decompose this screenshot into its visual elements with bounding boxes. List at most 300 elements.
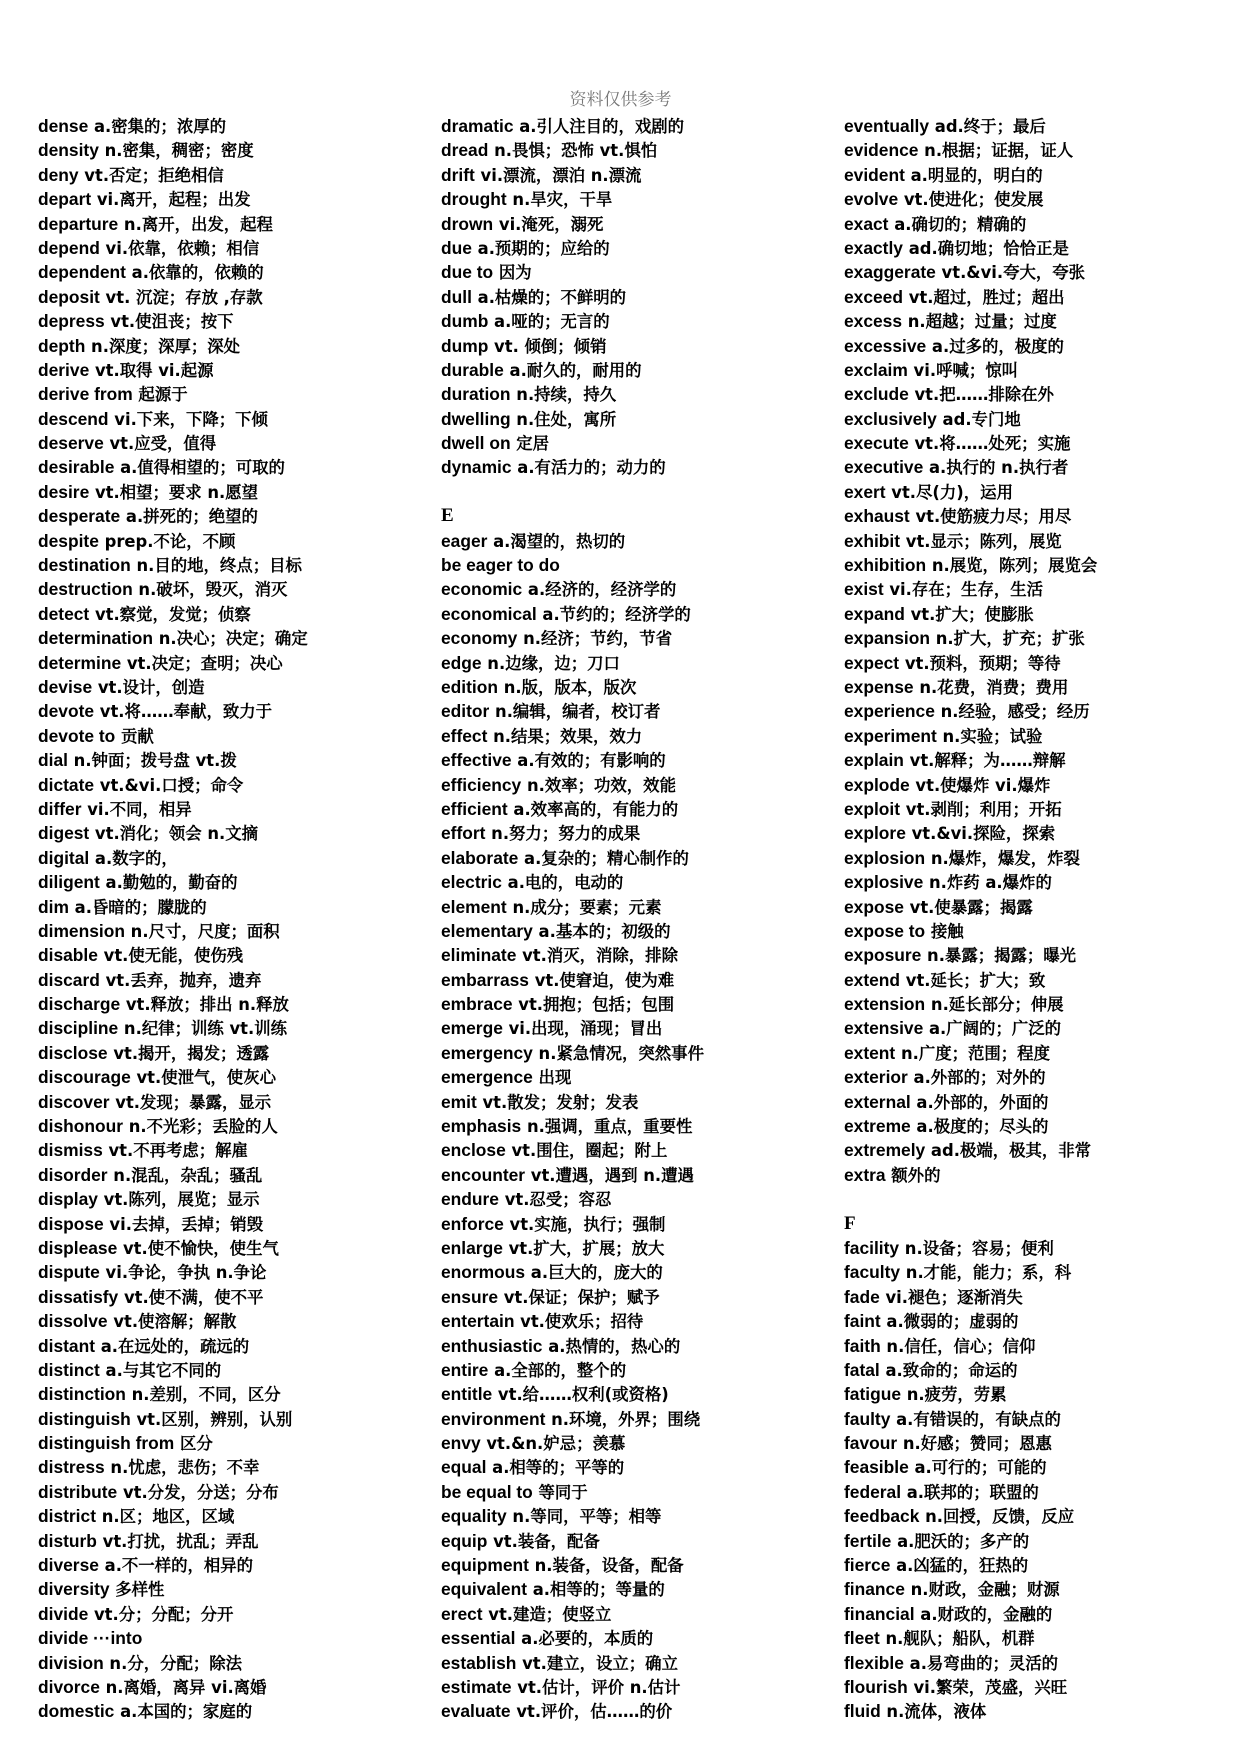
entry-definition: a.相等的；平等的	[486, 1458, 625, 1478]
entry-word: explosion	[844, 847, 926, 868]
entry-word: fatal	[844, 1359, 880, 1380]
vocab-entry	[441, 577, 821, 601]
entry-word: distress	[38, 1457, 105, 1478]
vocab-entry	[844, 1431, 1224, 1455]
entry-definition: n.效率；功效，效能	[521, 775, 676, 795]
vocab-entry	[441, 529, 821, 553]
vocab-entry	[844, 675, 1224, 699]
entry-word: drought	[441, 189, 507, 210]
entry-word: discover	[38, 1091, 110, 1112]
entry-definition: ad.极端，极其，非常	[925, 1141, 1092, 1161]
entry-word: expect	[844, 652, 900, 673]
entry-word: desperate	[38, 506, 121, 527]
entry-word: endure	[441, 1189, 499, 1210]
entry-word: exclaim	[844, 359, 908, 380]
entry-word: extension	[844, 994, 926, 1015]
vocab-entry	[441, 1041, 821, 1065]
entry-definition: 多样性	[109, 1580, 165, 1600]
entry-definition: a.外部的；对外的	[907, 1068, 1046, 1088]
vocab-entry	[38, 114, 418, 138]
vocab-entry	[844, 138, 1224, 162]
vocab-entry	[844, 1651, 1224, 1675]
entry-definition: vt.扩大；使膨胀	[904, 604, 1034, 624]
entry-definition: a.电的，电动的	[501, 873, 624, 893]
vocab-entry	[844, 1285, 1224, 1309]
entry-word: entitle	[441, 1384, 493, 1405]
entry-definition: vt.解释；为……辩解	[903, 751, 1066, 771]
vocab-entry	[844, 163, 1224, 187]
entry-definition: a.引人注目的，戏剧的	[513, 117, 685, 136]
entry-definition: a.效率高的，有能力的	[507, 799, 679, 819]
vocab-entry	[844, 1577, 1224, 1601]
entry-definition: a.全部的，整个的	[488, 1360, 627, 1380]
entry-definition: n.旱灾，干旱	[506, 190, 613, 210]
vocab-entry	[38, 1041, 418, 1065]
vocab-entry	[38, 1602, 418, 1626]
vocab-entry	[441, 260, 821, 284]
vocab-entry	[844, 1090, 1224, 1114]
entry-word: dispute	[38, 1262, 100, 1283]
entry-word: emerge	[441, 1018, 503, 1039]
entry-word: fatigue	[844, 1384, 902, 1405]
vocab-entry	[844, 382, 1224, 406]
entry-word: exist	[844, 579, 884, 600]
entry-definition: vt.消化；领会 n.文摘	[89, 824, 259, 844]
entry-word: expose to	[844, 920, 926, 941]
vocab-entry	[38, 919, 418, 943]
entry-word: expand	[844, 603, 905, 624]
vocab-entry	[441, 1553, 821, 1577]
vocab-entry	[844, 529, 1224, 553]
entry-definition: a.依靠的，依赖的	[125, 263, 264, 283]
vocab-entry	[441, 1529, 821, 1553]
entry-word: discipline	[38, 1018, 119, 1039]
entry-word: erect	[441, 1603, 483, 1624]
entry-definition: vt.区别，辨别，认别	[130, 1409, 293, 1429]
entry-word: financial	[844, 1603, 915, 1624]
vocab-entry	[38, 1431, 418, 1455]
entry-word: faulty	[844, 1408, 891, 1429]
entry-definition: vt.使爆炸 vi.爆炸	[909, 775, 1051, 795]
vocab-entry	[844, 1504, 1224, 1528]
entry-word: electric	[441, 872, 502, 893]
entry-definition: n.深度；深厚；深处	[85, 336, 241, 356]
entry-definition: n.密集，稠密；密度	[98, 141, 254, 161]
entry-word: devote to	[38, 725, 116, 746]
entry-definition: a.昏暗的；朦胧的	[68, 897, 207, 917]
entry-word: distant	[38, 1335, 96, 1356]
entry-definition: vt.保证；保护；赋予	[498, 1287, 660, 1307]
entry-definition: vt.否定；拒绝相信	[78, 165, 224, 185]
entry-definition: vt.使欢乐；招待	[514, 1312, 644, 1332]
vocab-entry	[38, 1114, 418, 1138]
entry-word: exactly	[844, 237, 903, 258]
entry-word: dense	[38, 116, 89, 136]
entry-word: emergency	[441, 1042, 533, 1063]
vocab-entry	[441, 895, 821, 919]
vocab-entry	[441, 1407, 821, 1431]
entry-word: federal	[844, 1481, 902, 1502]
vocab-entry	[844, 1407, 1224, 1431]
entry-word: exclusively	[844, 408, 937, 429]
entry-word: distinguish	[38, 1408, 131, 1429]
entry-word: domestic	[38, 1701, 115, 1722]
entry-word: dependent	[38, 262, 126, 283]
vocab-entry	[38, 1358, 418, 1382]
vocab-entry	[38, 285, 418, 309]
entry-definition: a.极度的；尽头的	[910, 1117, 1049, 1137]
entry-definition: 出现	[532, 1068, 572, 1088]
vocab-entry	[38, 480, 418, 504]
entry-word: exact	[844, 213, 889, 234]
vocab-entry	[441, 1431, 821, 1455]
entry-word: ensure	[441, 1286, 499, 1307]
vocab-entry	[38, 724, 418, 748]
entry-definition: vt.建造；使竖立	[482, 1604, 612, 1624]
entry-definition: 等同于	[532, 1482, 588, 1502]
entry-definition: prep.不论，不顾	[98, 531, 236, 551]
entry-word: evolve	[844, 189, 899, 210]
entry-word: determination	[38, 628, 153, 649]
entry-definition: vi.繁荣，茂盛，兴旺	[907, 1678, 1068, 1697]
entry-definition: vi.不同，相异	[81, 799, 192, 819]
entry-definition: vt.设计，创造	[92, 677, 205, 697]
entry-definition: a.肥沃的；多产的	[891, 1531, 1030, 1551]
vocab-entry	[38, 626, 418, 650]
vocab-entry	[38, 821, 418, 845]
vocab-entry	[844, 236, 1224, 260]
entry-word: finance	[844, 1579, 905, 1600]
vocab-entry	[38, 1285, 418, 1309]
entry-word: digest	[38, 823, 90, 844]
entry-definition: n.超越；过量；过度	[902, 312, 1057, 332]
entry-word: extent	[844, 1042, 896, 1063]
entry-word: explain	[844, 750, 904, 771]
entry-definition: vt.装备，配备	[487, 1531, 600, 1551]
vocab-entry	[844, 1236, 1224, 1260]
entry-word: deserve	[38, 433, 104, 454]
entry-word: extend	[844, 969, 901, 990]
entry-definition: vt.分；分配；分开	[88, 1604, 234, 1624]
entry-definition: vt.使无能，使伤残	[97, 946, 244, 966]
entry-definition: a.巨大的，庞大的	[525, 1263, 663, 1283]
vocab-entry	[441, 626, 821, 650]
vocab-entry	[38, 748, 418, 772]
entry-word: equipment	[441, 1555, 529, 1576]
entry-definition: a.基本的；初级的	[532, 921, 671, 941]
vocab-entry	[844, 773, 1224, 797]
entry-definition: a.必要的，本质的	[515, 1629, 654, 1649]
entry-definition: n.紧急情况，突然事件	[532, 1043, 704, 1063]
entry-definition: vt.使进化；使发展	[898, 190, 1044, 210]
vocab-entry	[441, 553, 821, 577]
vocab-entry	[441, 773, 821, 797]
entry-definition: vt.&vi.口授；命令	[94, 775, 244, 795]
entry-word: effort	[441, 823, 486, 844]
entry-definition: a.财政的，金融的	[914, 1604, 1053, 1624]
entry-word: entire	[441, 1359, 489, 1380]
vocab-entry	[441, 1236, 821, 1260]
entry-definition: n.分，分配；除法	[103, 1653, 243, 1673]
entry-word: emphasis	[441, 1116, 522, 1137]
entry-word: divide	[38, 1603, 89, 1624]
vocab-entry	[441, 1090, 821, 1114]
vocab-entry	[441, 138, 821, 162]
entry-word: drift	[441, 164, 475, 185]
entry-definition: n.强调，重点，重要性	[521, 1117, 693, 1137]
vocab-entry	[38, 895, 418, 919]
vocab-entry	[844, 1138, 1224, 1162]
vocab-entry	[38, 602, 418, 626]
entry-word: discharge	[38, 994, 121, 1015]
vocab-entry	[441, 1065, 821, 1089]
entry-word: extensive	[844, 1018, 924, 1039]
vocab-entry	[38, 260, 418, 284]
vocab-entry	[38, 943, 418, 967]
vocab-entry	[441, 651, 821, 675]
vocab-entry	[38, 870, 418, 894]
entry-definition: a.与其它不同的	[99, 1360, 222, 1380]
entry-word: external	[844, 1091, 911, 1112]
entry-definition: vt.超过，胜过；超出	[902, 287, 1065, 307]
entry-definition: vi.依靠，依赖；相信	[99, 238, 260, 258]
entry-definition: vt.分发，分送；分布	[117, 1482, 279, 1502]
vocab-entry	[441, 1212, 821, 1236]
entry-word: enthusiastic	[441, 1335, 543, 1356]
entry-word: elementary	[441, 920, 533, 941]
entry-definition: a.过多的，极度的	[926, 336, 1064, 356]
entry-word: expose	[844, 896, 904, 917]
vocab-entry	[38, 846, 418, 870]
entry-definition: vt.丢弃，抛弃，遗弃	[99, 970, 262, 990]
entry-definition: n.住处，寓所	[510, 409, 617, 429]
entry-definition: vt.评价，估……的价	[510, 1702, 673, 1722]
vocab-entry	[844, 895, 1224, 919]
vocab-entry	[441, 870, 821, 894]
vocab-entry	[844, 1358, 1224, 1382]
entry-word: entertain	[441, 1311, 515, 1332]
entry-definition: a.有活力的；动力的	[511, 458, 666, 478]
vocab-entry	[844, 1455, 1224, 1479]
entry-word: displease	[38, 1237, 118, 1258]
entry-definition: 因为	[493, 263, 532, 283]
entry-word: essential	[441, 1628, 516, 1649]
entry-word: fertile	[844, 1530, 892, 1551]
entry-definition: vt.消灭，消除，排除	[516, 946, 678, 966]
entry-definition: n.尺寸，尺度；面积	[124, 921, 280, 941]
vocab-entry	[844, 1382, 1224, 1406]
entry-definition: vt.使不满，使不平	[118, 1287, 264, 1307]
vocab-entry	[844, 602, 1224, 626]
entry-word: extremely	[844, 1140, 926, 1161]
entry-definition: n.环境，外界；围绕	[545, 1409, 701, 1429]
entry-definition: vt.实施，执行；强制	[503, 1214, 666, 1234]
entry-definition: 接触	[925, 921, 964, 941]
vocab-entry	[441, 1163, 821, 1187]
entry-word: dull	[441, 286, 472, 307]
vocab-entry	[441, 431, 821, 455]
entry-definition: n.目的地，终点；目标	[130, 556, 302, 576]
vocab-entry	[441, 1602, 821, 1626]
vocab-entry	[38, 968, 418, 992]
vocab-entry	[38, 1699, 418, 1723]
entry-definition: vi.下来，下降；下倾	[108, 409, 268, 429]
entry-definition: a.广阔的；广泛的	[923, 1019, 1062, 1039]
entry-word: emergence	[441, 1067, 533, 1088]
vocab-entry	[38, 529, 418, 553]
entry-definition: a.枯燥的；不鲜明的	[471, 287, 627, 307]
entry-word: dissatisfy	[38, 1286, 119, 1307]
vocab-entry	[441, 797, 821, 821]
vocab-entry	[844, 407, 1224, 431]
vocab-entry	[38, 1577, 418, 1601]
vocab-entry	[844, 1699, 1224, 1723]
entry-definition: vt.使窘迫，使为难	[528, 970, 675, 990]
entry-definition: a.数字的，	[89, 848, 178, 868]
entry-word: evidence	[844, 140, 919, 161]
entry-word: exert	[844, 481, 886, 502]
entry-definition: a.经济的，经济学的	[522, 580, 677, 600]
entry-word: disable	[38, 945, 98, 966]
entry-definition: a.本国的；家庭的	[114, 1702, 253, 1722]
entry-definition: n.等同，平等；相等	[506, 1507, 662, 1527]
entry-word: differ	[38, 798, 82, 819]
entry-word: explore	[844, 823, 906, 844]
vocab-entry	[441, 285, 821, 309]
entry-word: dump	[441, 335, 489, 356]
section-heading: E	[441, 505, 454, 527]
entry-word: exterior	[844, 1067, 908, 1088]
entry-word: dismiss	[38, 1140, 103, 1161]
entry-word: edge	[441, 652, 482, 673]
vocab-entry	[38, 334, 418, 358]
vocab-entry	[441, 1699, 821, 1723]
vocab-entry	[441, 163, 821, 187]
entry-word: derive from	[38, 384, 133, 405]
vocab-entry	[38, 1626, 418, 1650]
vocab-entry	[38, 358, 418, 382]
vocab-entry	[441, 1260, 821, 1284]
entry-word: explosive	[844, 872, 924, 893]
entry-word: element	[441, 896, 507, 917]
vocab-entry	[844, 846, 1224, 870]
entry-definition: vt.显示；陈列，展览	[900, 531, 1062, 551]
vocab-entry	[38, 1651, 418, 1675]
entry-definition: vt.揭开，揭发；透露	[107, 1043, 270, 1063]
vocab-entry	[38, 797, 418, 821]
entry-definition: vt.散发；发射；发表	[476, 1092, 639, 1112]
entry-word: experience	[844, 701, 935, 722]
entry-word: durable	[441, 359, 504, 380]
entry-definition: n.好感；赞同；恩惠	[897, 1434, 1052, 1454]
entry-definition: n.炸药 a.爆炸的	[923, 873, 1052, 893]
entry-definition: n.区；地区，区域	[95, 1507, 235, 1527]
vocab-entry	[38, 699, 418, 723]
entry-definition: vt.剥削；利用；开拓	[900, 799, 1062, 819]
vocab-entry	[844, 1602, 1224, 1626]
vocab-entry	[441, 1187, 821, 1211]
vocab-entry	[441, 846, 821, 870]
vocab-entry	[441, 724, 821, 748]
entry-definition: a.渴望的，热切的	[487, 531, 626, 551]
entry-definition: a.有错误的，有缺点的	[890, 1409, 1061, 1429]
entry-word: fluid	[844, 1701, 881, 1722]
entry-definition: vi.漂流，漂泊 n.漂流	[474, 165, 642, 185]
vocab-entry	[844, 577, 1224, 601]
vocab-entry	[844, 455, 1224, 479]
entry-definition: a.凶猛的，狂热的	[890, 1556, 1029, 1576]
vocab-entry	[844, 797, 1224, 821]
entry-definition: a.值得相望的；可取的	[114, 458, 285, 478]
vocab-entry	[441, 1480, 821, 1504]
entry-word: dwelling	[441, 408, 511, 429]
entry-word: environment	[441, 1408, 546, 1429]
entry-definition: a.明显的，明白的	[904, 165, 1043, 185]
vocab-entry	[844, 358, 1224, 382]
entry-word: execute	[844, 433, 909, 454]
vocab-entry	[38, 1138, 418, 1162]
entry-word: economic	[441, 579, 523, 600]
entry-word: enormous	[441, 1262, 526, 1283]
entry-definition: vt.相望；要求 n.愿望	[89, 482, 259, 502]
entry-definition: n.畏惧；恐怖 vt.惧怕	[488, 141, 658, 161]
entry-definition: a.耐久的，耐用的	[503, 360, 642, 380]
entry-definition: vt.遭遇，遇到 n.遭遇	[525, 1165, 694, 1185]
entry-definition: vt.使沮丧；按下	[104, 312, 234, 332]
entry-definition: n.回授，反馈，反应	[919, 1507, 1075, 1527]
entry-definition: vt.使泄气，使灰心	[130, 1068, 276, 1088]
vocab-entry	[441, 675, 821, 699]
vocab-entry	[441, 455, 821, 479]
entry-definition: a.哑的；无言的	[488, 312, 610, 332]
entry-definition: ad.确切地；恰恰正是	[902, 238, 1069, 258]
vocab-entry	[38, 431, 418, 455]
entry-word: eventually	[844, 116, 930, 136]
vocab-entry	[441, 1651, 821, 1675]
entry-definition: n.扩大，扩充；扩张	[930, 629, 1085, 649]
entry-definition: n.离婚，离异 vi.离婚	[99, 1678, 267, 1697]
entry-definition: vt.围住，圈起；附上	[505, 1141, 668, 1161]
entry-word: dishonour	[38, 1116, 124, 1137]
entry-word: due to	[441, 262, 494, 283]
entry-definition: n.经验，感受；经历	[934, 702, 1090, 722]
entry-word: enclose	[441, 1140, 506, 1161]
vocab-entry	[844, 1309, 1224, 1333]
entry-word: due	[441, 237, 472, 258]
entry-word: enlarge	[441, 1237, 503, 1258]
vocab-entry	[38, 1675, 418, 1699]
entry-definition: vi.争论，争执 n.争论	[99, 1263, 267, 1283]
vocab-entry	[441, 1334, 821, 1358]
entry-definition: n.不光彩；丢脸的人	[123, 1117, 278, 1137]
entry-definition: a.有效的；有影响的	[511, 751, 666, 771]
entry-word: devote	[38, 701, 95, 722]
entry-definition: a.密集的；浓厚的	[88, 117, 226, 136]
entry-definition: n.暴露；揭露；曝光	[921, 946, 1077, 966]
vocab-entry	[441, 699, 821, 723]
vocab-entry	[844, 1065, 1224, 1089]
vocab-entry	[38, 504, 418, 528]
vocab-entry	[441, 821, 821, 845]
entry-word: disclose	[38, 1042, 108, 1063]
entry-definition: vt.建立，设立；确立	[516, 1653, 678, 1673]
vocab-entry	[844, 431, 1224, 455]
entry-word: exhaust	[844, 506, 910, 527]
vocab-entry	[844, 724, 1224, 748]
column-1	[38, 114, 418, 1724]
vocab-entry	[844, 1334, 1224, 1358]
entry-definition: a.微弱的；虚弱的	[880, 1312, 1019, 1332]
